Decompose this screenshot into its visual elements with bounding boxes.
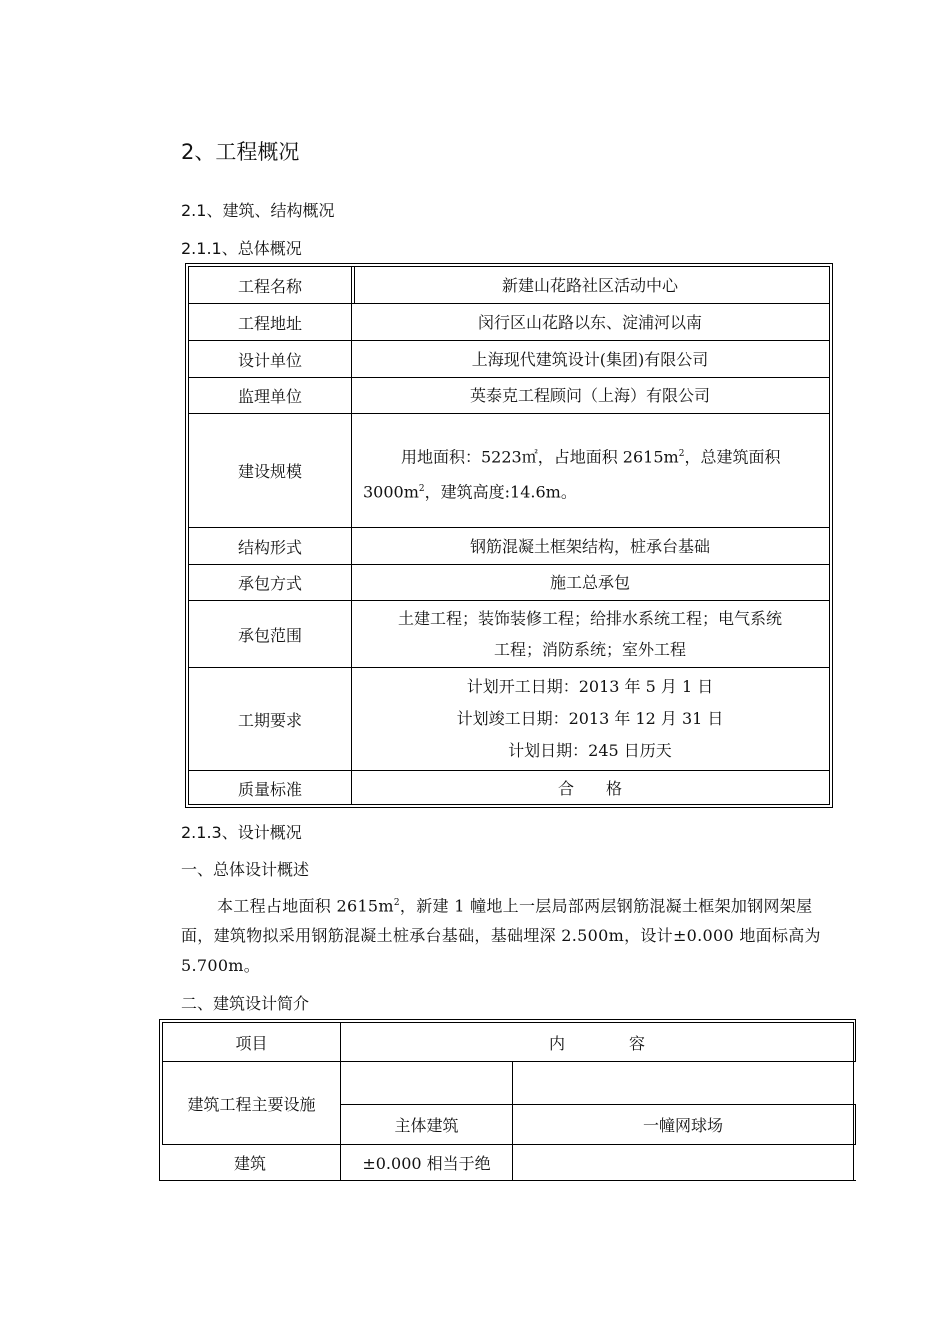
- arch-table: [159, 1019, 856, 1181]
- row-value: 钢筋混凝土框架结构，桩承台基础: [469, 536, 710, 556]
- design-paragraph: 本工程占地面积 $2615m^2$，新建 1 幢地上一层局部两层钢筋混凝土框架加钢网架屋面，建筑物拟采用钢筋混凝土桩承台基础，基础埋深 2.500m，设计±0.000 地面标高为 5.700m。: [181, 896, 821, 976]
- row-label: 设计单位: [237, 350, 302, 370]
- row-label: 质量标准: [237, 780, 302, 799]
- table-row: [189, 341, 829, 378]
- table-row: [189, 414, 829, 528]
- row1-sub-value: 一幢网球场: [642, 1116, 723, 1135]
- row-label: 建设规模: [237, 462, 302, 481]
- row-value: 用地面积：5223㎡，占地面积 $2615m^2$，总建筑面积 $3000m^2$，建筑高度:14.6m。: [363, 447, 781, 502]
- table-row: [189, 267, 829, 304]
- row-value: 计划开工日期：2013 年 5 月 1 日 计划竣工日期：2013 年 12 月 31 日 计划日期：245 日历天: [456, 677, 724, 760]
- header-content: 内 容: [548, 1033, 645, 1053]
- overview-table: [185, 263, 833, 808]
- table-row: [189, 528, 829, 565]
- row-label: 承包范围: [237, 625, 302, 645]
- table-row: [189, 565, 829, 601]
- row-label: 结构形式: [237, 537, 302, 557]
- table-row: [189, 601, 829, 668]
- row-value: 土建工程；装饰装修工程；给排水系统工程；电气系统 工程；消防系统；室外工程: [397, 609, 782, 659]
- row-label: 监理单位: [237, 387, 302, 406]
- overall-design-heading: 一、总体设计概述: [181, 860, 310, 879]
- subsection-heading: 2.1、建筑、结构概况: [181, 201, 335, 220]
- row2-label: 建筑: [233, 1154, 266, 1173]
- row-value: 英泰克工程顾问（上海）有限公司: [469, 386, 710, 405]
- row-label: 工程地址: [237, 313, 302, 333]
- row2-value: ±0.000 相当于绝: [362, 1154, 491, 1173]
- arch-design-heading: 二、建筑设计简介: [181, 994, 310, 1013]
- table-row: [189, 771, 829, 806]
- row-value: 闵行区山花路以东、淀浦河以南: [477, 312, 702, 332]
- table-row: [189, 304, 829, 341]
- row1-label: 建筑工程主要设施: [187, 1094, 316, 1114]
- section-heading: 2、工程概况: [181, 140, 300, 164]
- header-item: 项目: [235, 1033, 268, 1053]
- row-value: 上海现代建筑设计(集团)有限公司: [471, 349, 709, 369]
- row-label: 工期要求: [237, 710, 302, 730]
- row1-sub-label: 主体建筑: [394, 1116, 459, 1135]
- row-value: 施工总承包: [549, 573, 630, 592]
- table-row: [189, 668, 829, 771]
- subsubsection-heading: 2.1.1、总体概况: [181, 239, 302, 258]
- table-row: [189, 378, 829, 414]
- row-value: 合 格: [557, 779, 622, 798]
- row-label: 承包方式: [237, 574, 302, 593]
- row-value: 新建山花路社区活动中心: [501, 275, 678, 295]
- design-heading: 2.1.3、设计概况: [181, 823, 302, 842]
- row-label: 工程名称: [237, 276, 302, 296]
